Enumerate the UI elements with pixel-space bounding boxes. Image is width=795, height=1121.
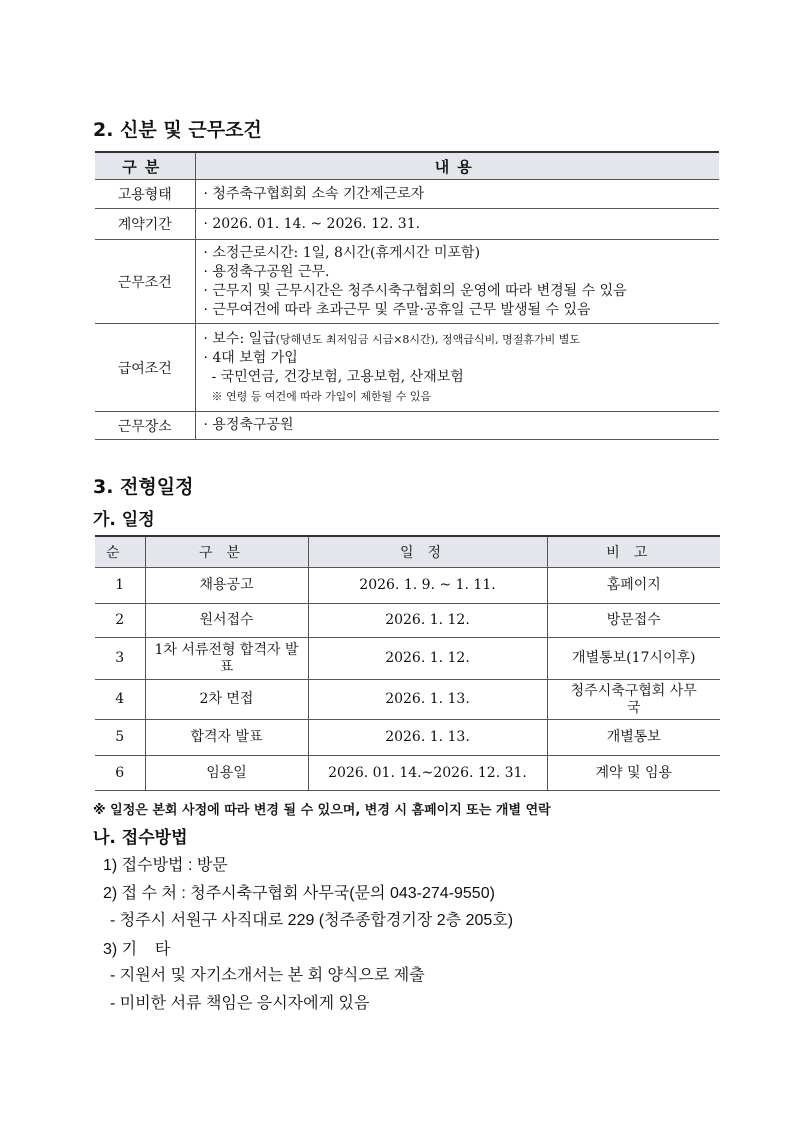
content-line: · 2026. 01. 14. ~ 2026. 12. 31.: [203, 215, 421, 232]
cell-note: 청주시축구협회 사무국: [547, 680, 720, 720]
cell-note: 홈페이지: [547, 568, 720, 604]
insurance-note: ※ 연령 등 여건에 따라 가입이 제한될 수 있음: [211, 389, 432, 403]
row-label: 계약기간: [95, 209, 195, 240]
cell-item: 원서접수: [145, 604, 308, 638]
cell-item: 2차 면접: [145, 680, 308, 720]
cell-no: 2: [95, 604, 145, 638]
table-row: [95, 180, 719, 209]
content-line: · 소정근로시간: 1일, 8시간(휴게시간 미포함): [203, 244, 481, 261]
row-content: [195, 180, 719, 209]
cell-item: 합격자 발표: [145, 720, 308, 756]
row-label: 근무장소: [95, 412, 195, 440]
cell-no: 4: [95, 680, 145, 720]
table-row: [95, 638, 720, 680]
cell-date: 2026. 1. 13.: [308, 680, 547, 720]
application-subtitle: 나. 접수방법: [93, 828, 188, 848]
header-note: 비고: [547, 536, 720, 568]
section2-title: 2. 신분 및 근무조건: [93, 119, 262, 141]
header-date: 일정: [308, 536, 547, 568]
insurance-line: · 4대 보험 가입: [203, 349, 298, 366]
content-line: · 용정축구공원 근무.: [203, 263, 330, 280]
table-header-row: [95, 152, 719, 180]
method-line: - 청주시 서원구 사직대로 229 (청주종합경기장 2층 205호): [110, 912, 514, 929]
cell-no: 3: [95, 638, 145, 680]
method-line: - 지원서 및 자기소개서는 본 회 양식으로 제출: [110, 967, 425, 984]
cell-no: 1: [95, 568, 145, 604]
row-content: [195, 240, 719, 324]
header-no: 순: [95, 536, 145, 568]
cell-date: 2026. 1. 13.: [308, 720, 547, 756]
cell-date: 2026. 1. 12.: [308, 604, 547, 638]
content-line: · 근무지 및 근무시간은 청주시축구협회의 운영에 따라 변경될 수 있음: [203, 282, 627, 299]
row-label: 고용형태: [95, 180, 195, 209]
schedule-footnote: ※ 일정은 본회 사정에 따라 변경 될 수 있으며, 변경 시 홈페이지 또는 개별 연락: [93, 803, 551, 818]
cell-note: 계약 및 임용: [547, 756, 720, 791]
table-row: [95, 720, 720, 756]
row-label: 급여조건: [95, 324, 195, 412]
cell-note: 개별통보(17시이후): [547, 638, 720, 680]
cell-date: 2026. 1. 12.: [308, 638, 547, 680]
section3-title: 3. 전형일정: [93, 476, 194, 498]
method-line: 1) 접수방법 : 방문: [103, 857, 228, 874]
cell-no: 5: [95, 720, 145, 756]
insurance-items: - 국민연금, 건강보험, 고용보험, 산재보험: [211, 368, 464, 385]
table-row: [95, 324, 719, 412]
pay-detail: (당해년도 최저임금 시급×8시간), 정액급식비, 명절휴가비 별도: [275, 332, 580, 346]
pay-line: [204, 330, 720, 349]
row-label: 근무조건: [95, 240, 195, 324]
cell-date: 2026. 01. 14.~2026. 12. 31.: [308, 756, 547, 791]
table-row: [95, 209, 719, 240]
method-line: - 미비한 서류 책임은 응시자에게 있음: [110, 995, 370, 1012]
method-line: 3) 기 타: [103, 941, 171, 958]
pay-main: · 보수: 일급: [203, 330, 276, 347]
content-line: · 용정축구공원: [203, 417, 294, 433]
header-item: 구분: [145, 536, 308, 568]
row-content: [195, 324, 719, 412]
content-line: · 근무여건에 따라 초과근무 및 주말·공휴일 근무 발생될 수 있음: [203, 301, 591, 318]
cell-item: 임용일: [145, 756, 308, 791]
cell-note: 개별통보: [547, 720, 720, 756]
cell-item: 1차 서류전형 합격자 발표: [145, 638, 308, 680]
cell-no: 6: [95, 756, 145, 791]
content-line: · 청주축구협회회 소속 기간제근로자: [203, 185, 425, 202]
employment-conditions-table: [95, 151, 719, 440]
schedule-subtitle: 가. 일정: [93, 510, 155, 530]
table-row: [95, 604, 720, 638]
header-content: 내용: [195, 152, 719, 180]
header-category: 구분: [95, 152, 195, 180]
table-row: [95, 240, 719, 324]
table-header-row: [95, 536, 720, 568]
row-content: [195, 209, 719, 240]
schedule-table: [95, 535, 720, 791]
row-content: [195, 412, 719, 440]
cell-item: 채용공고: [145, 568, 308, 604]
cell-date: 2026. 1. 9. ~ 1. 11.: [308, 568, 547, 604]
method-line: 2) 접 수 처 : 청주시축구협회 사무국(문의 043-274-9550): [103, 885, 495, 902]
cell-note: 방문접수: [547, 604, 720, 638]
table-row: [95, 412, 719, 440]
table-row: [95, 680, 720, 720]
table-row: [95, 568, 720, 604]
table-row: [95, 756, 720, 791]
